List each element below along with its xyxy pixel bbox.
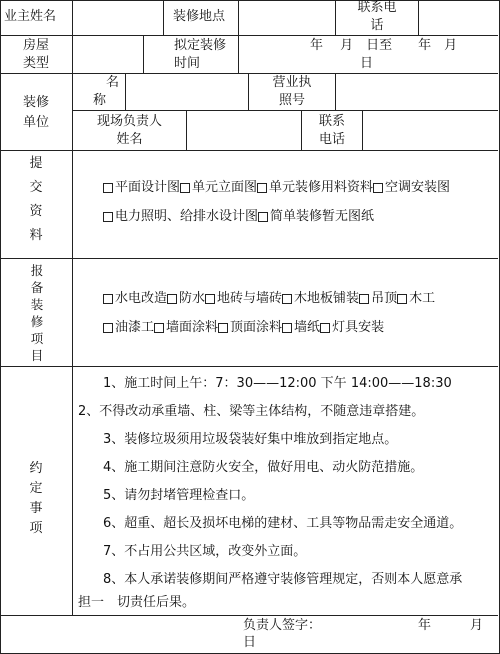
checkbox-icon xyxy=(397,294,407,304)
projects-row2 xyxy=(103,319,384,339)
company-section-label-line2: 单位 xyxy=(22,115,49,130)
col-divider xyxy=(72,366,73,615)
phone-label-line1: 联系电 xyxy=(357,0,397,15)
license-label-line2: 照号 xyxy=(278,93,305,108)
signature-label: 负责人签字： xyxy=(243,618,322,633)
project-option[interactable] xyxy=(282,290,359,308)
checkbox-icon xyxy=(167,294,177,304)
planned-time-label-line1: 拟定装修 xyxy=(174,38,227,53)
phone-label-line2: 话 xyxy=(370,18,384,33)
contact-value[interactable] xyxy=(363,111,498,150)
option-label: 单元立面图 xyxy=(192,180,258,195)
company-name-value[interactable] xyxy=(126,74,248,110)
checkbox-icon xyxy=(103,323,113,333)
materials-option[interactable] xyxy=(258,208,374,226)
term-item: 4、施工期间注意防火安全，做好用电、动火防范措施。 xyxy=(103,460,424,475)
option-label: 吊顶 xyxy=(371,291,398,306)
manager-label-line2: 姓名 xyxy=(116,132,143,147)
project-option[interactable] xyxy=(103,290,167,308)
signature-field[interactable] xyxy=(330,616,410,634)
owner-name-label: 业主姓名 xyxy=(4,9,57,24)
term-item: 1、施工时间上午：7：30——12:00 下午 14:00——18:30 xyxy=(103,376,452,391)
option-label: 平面设计图 xyxy=(115,180,181,195)
option-label: 木工 xyxy=(409,291,436,306)
house-type-label-line2: 类型 xyxy=(22,56,49,71)
option-label: 简单装修暂无图纸 xyxy=(270,209,375,224)
date-range-line1: 年 月 日至 年 月 xyxy=(310,38,458,53)
checkbox-icon xyxy=(320,323,330,333)
planned-date-range[interactable] xyxy=(310,37,457,73)
address-label: 装修地点 xyxy=(173,9,226,24)
project-option[interactable] xyxy=(167,290,205,308)
checkbox-icon xyxy=(205,294,215,304)
company-section-label xyxy=(0,93,72,133)
license-value[interactable] xyxy=(336,74,498,110)
checkbox-icon xyxy=(103,212,113,222)
project-option[interactable] xyxy=(205,290,282,308)
signature-date-line1[interactable]: 年 月 xyxy=(418,618,484,633)
license-label-line1: 营业执 xyxy=(272,75,312,90)
materials-row2 xyxy=(103,208,374,228)
checkbox-icon xyxy=(282,323,292,333)
option-label: 地砖与墙砖 xyxy=(217,291,283,306)
option-label: 墙纸 xyxy=(294,320,321,335)
owner-name-value[interactable] xyxy=(73,1,162,35)
contact-label xyxy=(302,113,362,149)
option-label: 水电改造 xyxy=(115,291,168,306)
term-item: 6、超重、超长及损坏电梯的建材、工具等物品需走安全通道。 xyxy=(103,516,463,531)
term-item: 担一 切责任后果。 xyxy=(78,595,196,610)
address-value[interactable] xyxy=(239,1,334,35)
checkbox-icon xyxy=(373,183,383,193)
house-type-label-line1: 房屋 xyxy=(22,38,49,53)
project-option[interactable] xyxy=(397,290,435,308)
materials-option[interactable] xyxy=(373,179,450,197)
project-option[interactable] xyxy=(103,319,154,337)
row-divider xyxy=(0,366,498,367)
option-label: 空调安装图 xyxy=(385,180,451,195)
signature-date-line2: 日 xyxy=(243,635,257,650)
term-item: 2、不得改动承重墙、柱、梁等主体结构，不随意违章搭建。 xyxy=(78,404,425,419)
materials-option[interactable] xyxy=(103,208,258,226)
manager-label xyxy=(73,113,186,149)
option-label: 灯具安装 xyxy=(332,320,385,335)
row-divider xyxy=(0,150,498,151)
license-label xyxy=(249,74,335,110)
term-item: 7、不占用公共区域，改变外立面。 xyxy=(103,544,307,559)
checkbox-icon xyxy=(103,183,113,193)
col-divider xyxy=(238,35,239,73)
company-section-label-line1: 装修 xyxy=(22,95,49,110)
checkbox-icon xyxy=(282,294,292,304)
checkbox-icon xyxy=(180,183,190,193)
materials-option[interactable] xyxy=(180,179,257,197)
company-name-label-line1: 名 xyxy=(106,75,120,90)
option-label: 顶面涂料 xyxy=(230,320,283,335)
option-label: 单元装修用料资料 xyxy=(269,180,374,195)
option-label: 木地板铺装 xyxy=(294,291,360,306)
projects-row1 xyxy=(103,290,435,310)
materials-row1 xyxy=(103,179,450,199)
option-label: 电力照明、给排水设计图 xyxy=(115,209,259,224)
row-divider xyxy=(0,258,498,259)
term-item: 5、请勿封堵管理检查口。 xyxy=(103,488,255,503)
checkbox-icon xyxy=(154,323,164,333)
col-divider xyxy=(143,35,144,73)
checkbox-icon xyxy=(258,212,268,222)
projects-section-label: 报备装修项目 xyxy=(30,263,44,363)
row-divider xyxy=(0,615,498,616)
date-range-line2: 日 xyxy=(360,56,374,71)
project-option[interactable] xyxy=(359,290,397,308)
checkbox-icon xyxy=(257,183,267,193)
project-option[interactable] xyxy=(154,319,218,337)
terms-section-label: 约定事项 xyxy=(29,461,43,536)
project-option[interactable] xyxy=(218,319,282,337)
company-name-label-line2: 称 xyxy=(93,93,107,108)
planned-time-label xyxy=(174,37,226,73)
term-item: 8、本人承诺装修期间严格遵守装修管理规定，否则本人愿意承 xyxy=(103,572,463,587)
company-name-label xyxy=(93,74,119,110)
phone-value[interactable] xyxy=(419,1,498,35)
phone-label xyxy=(336,0,418,35)
col-divider xyxy=(163,0,164,35)
house-type-value[interactable] xyxy=(73,36,143,73)
option-label: 墙面涂料 xyxy=(166,320,219,335)
manager-label-line1: 现场负责人 xyxy=(96,114,162,129)
term-item: 3、装修垃圾须用垃圾袋装好集中堆放到指定地点。 xyxy=(103,432,398,447)
project-option[interactable] xyxy=(282,319,320,337)
checkbox-icon xyxy=(359,294,369,304)
materials-option[interactable] xyxy=(103,179,180,197)
contact-label-line1: 联系 xyxy=(318,114,345,129)
planned-time-label-line2: 时间 xyxy=(174,56,201,71)
contact-label-line2: 电话 xyxy=(318,132,345,147)
project-option[interactable] xyxy=(320,319,384,337)
option-label: 油漆工 xyxy=(115,320,155,335)
option-label: 防水 xyxy=(179,291,206,306)
materials-section-label: 提交资料 xyxy=(29,156,43,243)
manager-value[interactable] xyxy=(187,111,301,150)
materials-option[interactable] xyxy=(257,179,373,197)
checkbox-icon xyxy=(103,294,113,304)
checkbox-icon xyxy=(218,323,228,333)
house-type-label xyxy=(0,37,72,73)
